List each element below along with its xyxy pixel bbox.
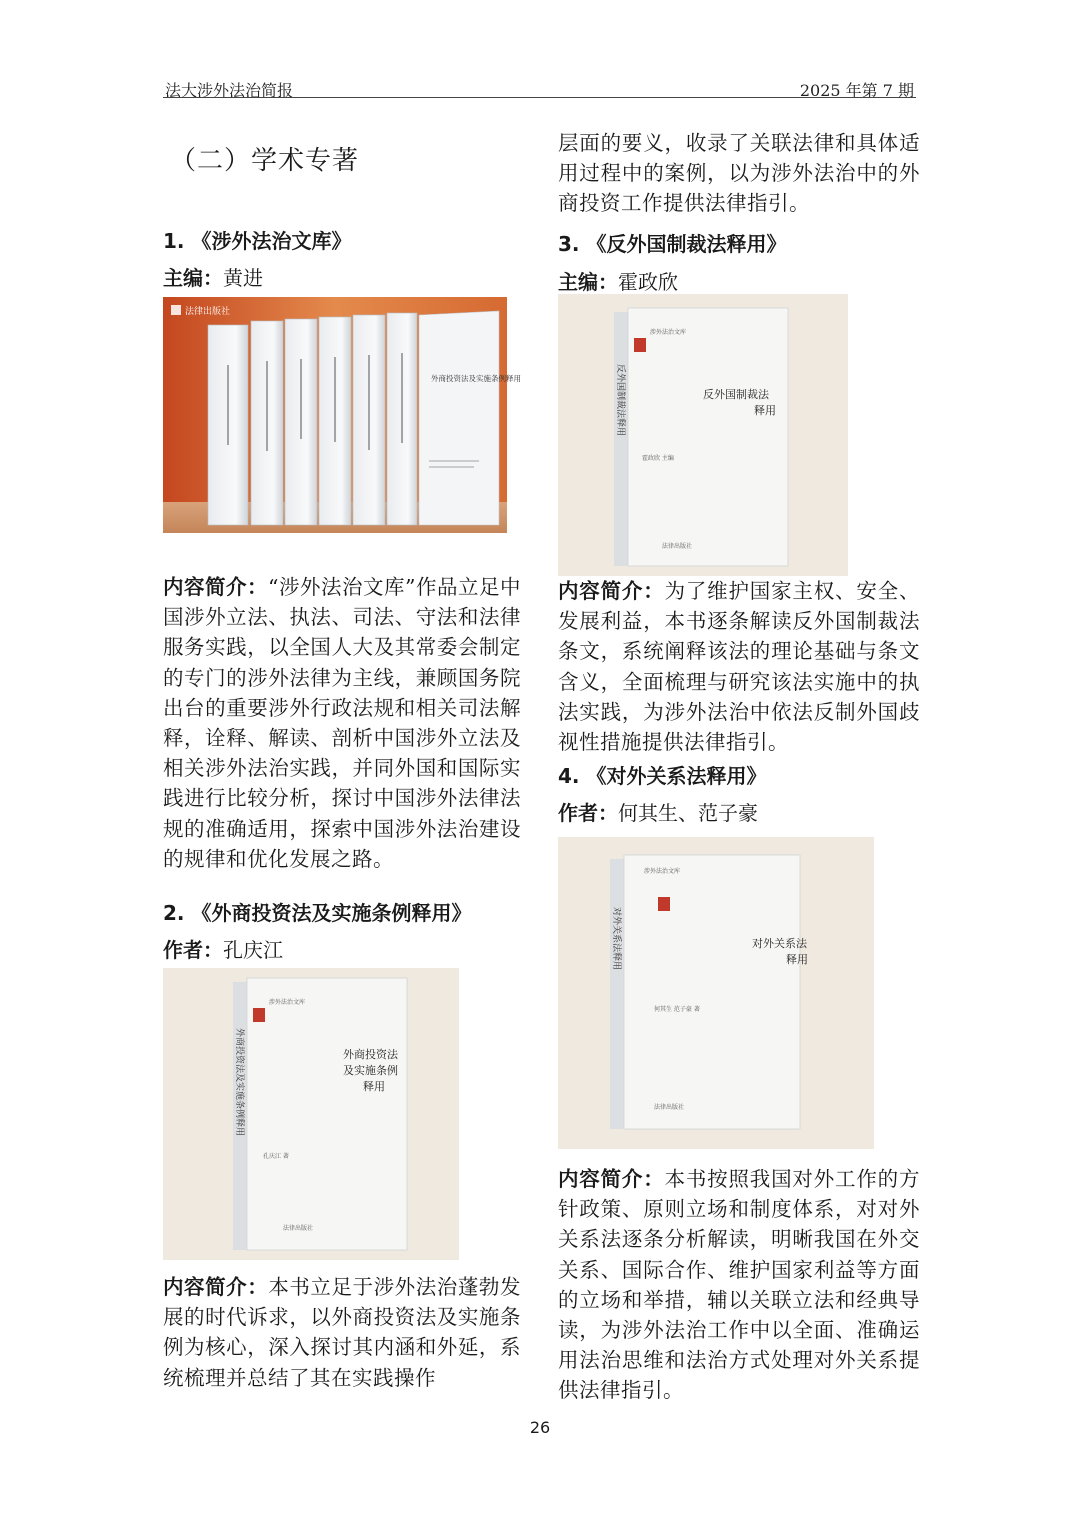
cover-author: 孔庆江 著 [263, 1153, 289, 1160]
byline-value: 霍政欣 [618, 270, 678, 294]
cover-series: 涉外法治文库 [644, 868, 681, 875]
byline-value: 孔庆江 [223, 938, 283, 962]
book-2-cover-photo [163, 968, 459, 1260]
book-1-byline [163, 262, 263, 291]
cover-series: 涉外法治文库 [650, 329, 687, 336]
book-spines [208, 311, 521, 525]
byline-label: 主编： [558, 270, 618, 294]
byline-label: 主编： [163, 266, 223, 290]
book-3-intro [558, 576, 920, 757]
byline-label: 作者： [558, 801, 618, 825]
book-4-cover-photo [558, 837, 874, 1149]
book-4-heading: 4. 《对外关系法释用》 [558, 764, 767, 788]
book-1-intro [163, 572, 521, 874]
book-1-heading: 1. 《涉外法治文库》 [163, 229, 352, 253]
cover-author: 霍政欣 主编 [642, 455, 674, 462]
cover-publisher: 法律出版社 [662, 543, 693, 550]
cover-spine-title: 对外关系法释用 [611, 907, 621, 971]
intro-text: 为了维护国家主权、安全、发展利益，本书逐条解读反外国制裁法条文，系统阐释该法的理论基础与条文含义，全面梳理与研究该法实施中的执法实践，为涉外法治中依法反制外国歧视性措施提供法律指引。 [558, 579, 920, 755]
book-2-intro [163, 1272, 521, 1393]
intro-label: 内容简介： [558, 1167, 665, 1191]
header-rule [163, 97, 916, 98]
page-header-right: 2025 年第 7 期 [799, 81, 914, 100]
intro-text: 本书立足于涉外法治蓬勃发展的时代诉求，以外商投资法及实施条例为核心，深入探讨其内涵和外延，系统梳理并总结了其在实践操作 [163, 1275, 521, 1390]
section-title: （二）学术专著 [170, 146, 360, 176]
cover-publisher: 法律出版社 [654, 1104, 685, 1111]
byline-value: 黄进 [223, 266, 263, 290]
book-3-cover-photo [558, 294, 848, 576]
intro-label: 内容简介： [163, 575, 269, 599]
intro-text: 本书按照我国对外工作的方针政策、原则立场和制度体系，对对外关系法逐条分析解读，明晰我国在外交关系、国际合作、维护国家利益等方面的立场和举措，辅以关联立法和经典导读，为涉外法治工作中以全面、准确运用法治思维和法治方式处理对外关系提供法律指引。 [558, 1167, 920, 1403]
book-2-heading: 2. 《外商投资法及实施条例释用》 [163, 901, 472, 925]
cover-title-line-1: 外商投资法 [343, 1048, 398, 1061]
photo-logo-text: 法律出版社 [185, 307, 231, 317]
book-1-photo [163, 297, 521, 533]
cover-series: 涉外法治文库 [269, 999, 306, 1006]
byline-value: 何其生、范子豪 [618, 801, 758, 825]
cover-title-line-1: 对外关系法 [752, 937, 807, 950]
cover-title-line-3: 释用 [363, 1080, 385, 1093]
book-2-byline [163, 934, 283, 963]
cover-spine-title: 反外国制裁法释用 [615, 364, 625, 437]
cover-title-line-2: 及实施条例 [343, 1064, 398, 1077]
book-3-byline [558, 266, 678, 295]
book-4-byline [558, 797, 758, 826]
intro-label: 内容简介： [163, 1275, 269, 1299]
continued-text: 层面的要义，收录了关联法律和具体适用过程中的案例，以为涉外法治中的外商投资工作提供法律指引。 [558, 131, 920, 216]
cover-title-line-2: 释用 [786, 953, 808, 966]
cover-title-line-2: 释用 [754, 404, 776, 417]
cover-publisher: 法律出版社 [283, 1225, 314, 1232]
cover-title-line-1: 反外国制裁法 [703, 388, 769, 401]
book-4-intro [558, 1164, 920, 1406]
intro-label: 内容简介： [558, 579, 665, 603]
cover-author: 何其生 范子豪 著 [654, 1006, 700, 1013]
page-header-left: 法大涉外法治简报 [165, 81, 294, 100]
book-3-heading: 3. 《反外国制裁法释用》 [558, 232, 787, 256]
photo-front-title: 外商投资法及实施条例释用 [431, 374, 521, 383]
byline-label: 作者： [163, 938, 223, 962]
page-number: 26 [529, 1418, 551, 1437]
intro-text: “涉外法治文库”作品立足中国涉外立法、执法、司法、守法和法律服务实践，以全国人大及其常委会制定的专门的涉外法律为主线，兼顾国务院出台的重要涉外行政法规和相关司法解释，诠释、解读、剖析中国涉外立法及相关涉外法治实践，并同外国和国际实践进行比较分析，探讨中国涉外法律法规的准确适用，探索中国涉外法治建设的规律和优化发展之路。 [163, 575, 521, 871]
cover-spine-title: 外商投资法及实施条例释用 [234, 1028, 244, 1137]
